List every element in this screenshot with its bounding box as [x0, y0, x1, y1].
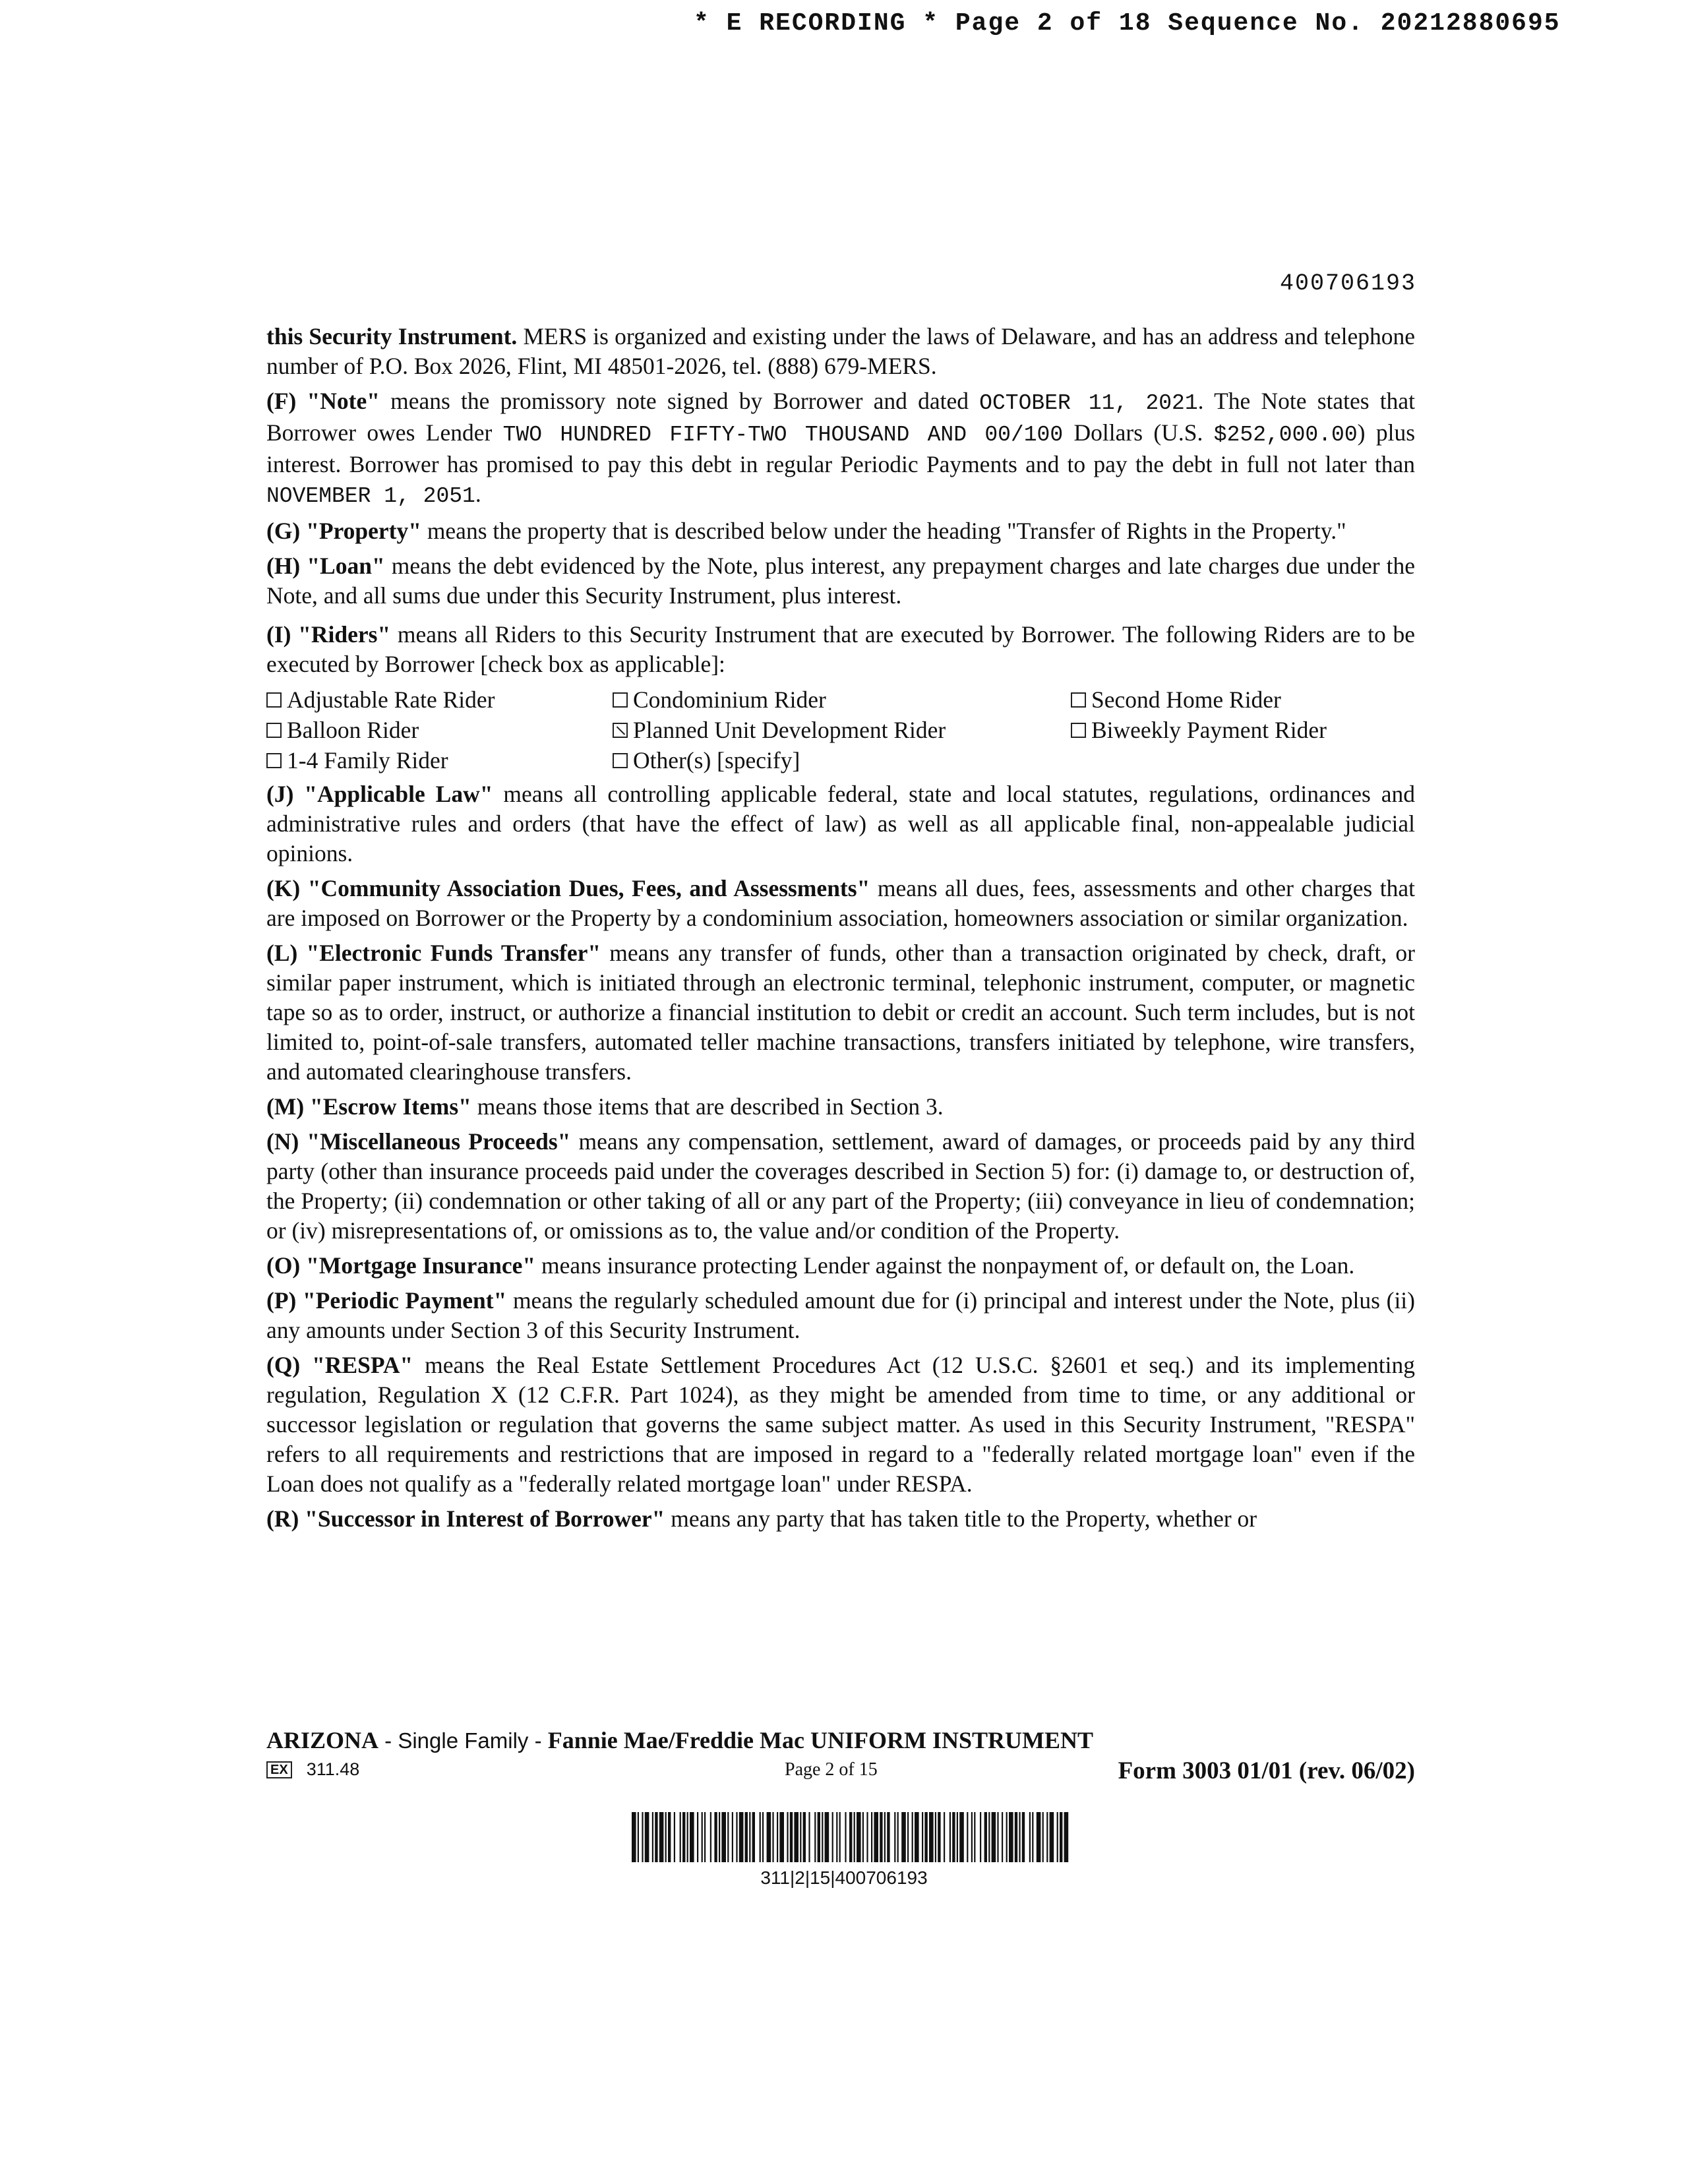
- barcode-bar: [1009, 1812, 1013, 1862]
- paragraph-text: means the regularly scheduled amount due for (i) principal and interest under the Note, plus (ii) any amounts under Section 3 of this Security Instrument.: [266, 1287, 1415, 1343]
- paragraph-text: MERS is organized and existing under the laws of Delaware, and has an address and telephone number of P.O. Box 2026, Flint, MI 48501-2026, tel. (888) 679-MERS.: [266, 323, 1415, 379]
- barcode-bar: [874, 1812, 878, 1862]
- barcode-bar: [721, 1812, 726, 1862]
- barcode-bar: [971, 1812, 973, 1862]
- form-number: Form 3003 01/01 (rev. 06/02): [1118, 1757, 1415, 1784]
- page-footer: [266, 1726, 1415, 1786]
- paragraph-text: means any transfer of funds, other than a transaction originated by check, draft, or similar paper instrument, which is initiated through an electronic terminal, telephonic instrument, computer, or magnetic tape so as to order, instruct, or authorize a financial institution to debit or credit an account. Such term includes, but is not limited to, point-of-sale transfers, automated teller machine transactions, transfers initiated by telephone, wire transfers, and automated clearinghouse transfers.: [266, 940, 1415, 1085]
- barcode-bar: [825, 1812, 829, 1862]
- loan-number: 400706193: [1279, 270, 1416, 297]
- barcode-bar: [714, 1812, 717, 1862]
- barcode-bar: [1042, 1812, 1044, 1862]
- barcode-bar: [732, 1812, 733, 1862]
- barcode-bar: [959, 1812, 964, 1862]
- checkbox[interactable]: [1071, 692, 1086, 708]
- term-note: (F) "Note": [266, 388, 380, 414]
- barcode-bar: [984, 1812, 987, 1862]
- barcode-bar: [787, 1812, 788, 1862]
- checkbox[interactable]: [266, 723, 282, 738]
- term-riders: (I) "Riders": [266, 621, 391, 648]
- definition-note: [266, 386, 1415, 511]
- paragraph-text: means the promissory note signed by Borrower and dated: [379, 388, 980, 414]
- barcode-bar: [779, 1812, 784, 1862]
- maturity-date: NOVEMBER 1, 2051: [266, 484, 475, 508]
- barcode-bar: [1019, 1812, 1020, 1862]
- barcode-bar: [894, 1812, 895, 1862]
- rider-other[interactable]: [613, 745, 1071, 775]
- barcode-bar: [836, 1812, 837, 1862]
- barcode-bar: [871, 1812, 872, 1862]
- barcode-bar: [1002, 1812, 1003, 1862]
- definition-miscellaneous-proceeds: [266, 1127, 1415, 1246]
- barcode-bar: [736, 1812, 737, 1862]
- barcode-bar: [687, 1812, 688, 1862]
- barcode-bar: [887, 1812, 889, 1862]
- barcode-bar: [915, 1812, 919, 1862]
- barcode-bar: [1064, 1812, 1069, 1862]
- barcode-bar: [866, 1812, 868, 1862]
- barcode-bar: [682, 1812, 685, 1862]
- document-body: [266, 322, 1415, 1539]
- barcode-bar: [907, 1812, 909, 1862]
- term-mortgage-insurance: (O) "Mortgage Insurance": [266, 1252, 536, 1279]
- barcode-bar: [1032, 1812, 1033, 1862]
- barcode-bar: [857, 1812, 861, 1862]
- barcode-bar: [957, 1812, 958, 1862]
- riders-checklist: [266, 684, 1415, 775]
- barcode-bar: [752, 1812, 755, 1862]
- term-security-instrument: this Security Instrument.: [266, 323, 518, 349]
- paragraph-text: means all dues, fees, assessments and other charges that are imposed on Borrower or the Property by a condominium association, homeowners association or similar organization.: [266, 875, 1416, 931]
- barcode-bar: [652, 1812, 653, 1862]
- rider-label: Condominium Rider: [633, 686, 826, 713]
- footer-row: [266, 1757, 1415, 1786]
- footer-state: ARIZONA: [266, 1727, 379, 1753]
- barcode-bar: [794, 1812, 799, 1862]
- barcode-bar: [760, 1812, 761, 1862]
- barcode-bar: [790, 1812, 793, 1862]
- barcode-bar: [668, 1812, 671, 1862]
- barcode-bar: [884, 1812, 886, 1862]
- paragraph-text: Dollars (U.S.: [1063, 419, 1214, 446]
- rider-second-home[interactable]: [1071, 684, 1415, 715]
- note-date: OCTOBER 11, 2021: [979, 391, 1198, 415]
- definition-respa: [266, 1350, 1415, 1499]
- barcode-bar: [1037, 1812, 1041, 1862]
- paragraph-text: means all Riders to this Security Instrument that are executed by Borrower. The following Riders are to be executed by Borrower [check box as applicable]:: [266, 621, 1415, 677]
- barcode-bar: [845, 1812, 846, 1862]
- definition-escrow-items: [266, 1092, 1415, 1122]
- barcode-bar: [719, 1812, 720, 1862]
- barcode-bar: [704, 1812, 706, 1862]
- term-successor-in-interest: (R) "Successor in Interest of Borrower": [266, 1505, 665, 1532]
- footer-subtitle: - Single Family -: [378, 1728, 548, 1753]
- barcode-bar: [745, 1812, 748, 1862]
- ex-logo-icon: EX: [266, 1761, 292, 1778]
- definition-electronic-funds-transfer: [266, 938, 1415, 1087]
- term-property: (G) "Property": [266, 518, 421, 544]
- rider-label: Balloon Rider: [287, 717, 419, 743]
- barcode-bar: [974, 1812, 975, 1862]
- barcode-bar: [1060, 1812, 1062, 1862]
- barcode-bar: [632, 1812, 636, 1862]
- barcode-bar: [997, 1812, 998, 1862]
- barcode-bar: [1046, 1812, 1048, 1862]
- barcode-bar: [655, 1812, 657, 1862]
- definition-successor-in-interest: [266, 1504, 1415, 1534]
- barcode-bar: [690, 1812, 694, 1862]
- barcode-bar: [767, 1812, 771, 1862]
- barcode-bar: [659, 1812, 664, 1862]
- barcode-bar: [862, 1812, 864, 1862]
- rider-label: 1-4 Family Rider: [287, 747, 448, 774]
- barcode-bar: [822, 1812, 823, 1862]
- rider-condominium[interactable]: [613, 684, 1071, 715]
- barcode-bar: [674, 1812, 675, 1862]
- checkbox[interactable]: [613, 692, 628, 708]
- barcode-bar: [839, 1812, 841, 1862]
- barcode-bar: [803, 1812, 806, 1862]
- rider-biweekly-payment[interactable]: [1071, 715, 1415, 745]
- barcode-bar: [992, 1812, 996, 1862]
- barcode-bar: [645, 1812, 649, 1862]
- recording-header: * E RECORDING * Page 2 of 18 Sequence No. 20212880695: [694, 9, 1561, 38]
- checkbox[interactable]: [266, 753, 282, 768]
- barcode-bar: [1006, 1812, 1008, 1862]
- barcode-bar: [944, 1812, 945, 1862]
- barcode-bar: [1029, 1812, 1031, 1862]
- barcode-bar: [749, 1812, 750, 1862]
- barcode-bar: [912, 1812, 913, 1862]
- term-periodic-payment: (P) "Periodic Payment": [266, 1287, 507, 1314]
- barcode-bar: [762, 1812, 764, 1862]
- ex-code: [266, 1759, 359, 1780]
- checkbox[interactable]: [266, 692, 282, 708]
- footer-title: [266, 1726, 1415, 1754]
- barcode-bar: [929, 1812, 934, 1862]
- barcode-bar: [800, 1812, 801, 1862]
- term-escrow-items: (M) "Escrow Items": [266, 1093, 471, 1120]
- barcode-bar: [952, 1812, 955, 1862]
- definition-property: [266, 516, 1415, 546]
- rider-label: Other(s) [specify]: [633, 747, 800, 774]
- barcode-bar: [777, 1812, 778, 1862]
- rider-adjustable-rate[interactable]: [266, 684, 613, 715]
- paragraph-text: means the Real Estate Settlement Procedures Act (12 U.S.C. §2601 et seq.) and its implementing regulation, Regulation X (12 C.F.R. Part 1024), as they might be amended from time to time, or any additional or successor legislation or regulation that governs the same subject matter. As used in this Security Instrument, "RESPA" refers to all requirements and restrictions that are imposed in regard to a "federally related mortgage loan" even if the Loan does not qualify as a "federally related mortgage loan" under RESPA.: [266, 1352, 1415, 1497]
- paragraph-text: means insurance protecting Lender against the nonpayment of, or default on, the Loan.: [535, 1252, 1355, 1279]
- barcode-bar: [1015, 1812, 1017, 1862]
- definition-loan: [266, 551, 1415, 611]
- barcode-bar: [938, 1812, 940, 1862]
- rider-1-4-family[interactable]: [266, 745, 613, 775]
- barcode-bar: [739, 1812, 744, 1862]
- barcode-bar: [1022, 1812, 1025, 1862]
- barcode-bar: [1057, 1812, 1058, 1862]
- checkbox[interactable]: [1071, 723, 1086, 738]
- barcode-text: 311|2|15|400706193: [760, 1867, 928, 1888]
- paragraph-text: . The Note states that Borrower owes Lender: [266, 388, 1415, 446]
- barcode-bar: [814, 1812, 816, 1862]
- barcode-bar: [935, 1812, 936, 1862]
- barcode-bar: [924, 1812, 927, 1862]
- barcode-bar: [697, 1812, 698, 1862]
- rider-label: Second Home Rider: [1091, 686, 1281, 713]
- definition-applicable-law: [266, 779, 1415, 868]
- loan-amount: $252,000.00: [1213, 423, 1358, 447]
- barcode-bar: [880, 1812, 882, 1862]
- paragraph-text: .: [475, 481, 481, 507]
- paragraph-text: means any compensation, settlement, award of damages, or proceeds paid by any third party (other than insurance proceeds paid under the coverages described in Section 5) for: (i) damage to, or destruction of, the Property; (ii) condemnation or other taking of all or any part of the Property; (iii) conveyance in lieu of condemnation; or (iv) misrepresentations of, or omissions as to, the value and/or condition of the Property.: [266, 1128, 1416, 1244]
- footer-page-number: Page 2 of 15: [785, 1759, 878, 1780]
- term-electronic-funds-transfer: (L) "Electronic Funds Transfer": [266, 940, 601, 966]
- term-applicable-law: (J) "Applicable Law": [266, 781, 493, 807]
- definition-periodic-payment: [266, 1286, 1415, 1345]
- checkbox-checked[interactable]: [613, 723, 628, 738]
- barcode-bar: [638, 1812, 639, 1862]
- term-loan: (H) "Loan": [266, 553, 385, 579]
- rider-label: Planned Unit Development Rider: [633, 717, 946, 743]
- barcode-bar: [808, 1812, 810, 1862]
- barcode-bar: [832, 1812, 833, 1862]
- barcode-bar: [772, 1812, 773, 1862]
- barcode-bar: [642, 1812, 643, 1862]
- barcode-bar: [980, 1812, 981, 1862]
- barcode-bar: [922, 1812, 923, 1862]
- barcode-bar: [967, 1812, 968, 1862]
- paragraph-mers: [266, 322, 1415, 381]
- checkbox[interactable]: [613, 753, 628, 768]
- paragraph-text: means any party that has taken title to the Property, whether or: [665, 1505, 1257, 1532]
- loan-amount-words: TWO HUNDRED FIFTY-TWO THOUSAND AND 00/100: [502, 423, 1064, 447]
- term-community-association: (K) "Community Association Dues, Fees, and Assessments": [266, 875, 870, 901]
- barcode-bar: [854, 1812, 855, 1862]
- rider-planned-unit-development[interactable]: [613, 715, 1071, 745]
- barcode-bar: [988, 1812, 990, 1862]
- barcode-bar: [702, 1812, 703, 1862]
- barcode-bar: [665, 1812, 667, 1862]
- rider-balloon[interactable]: [266, 715, 613, 745]
- ex-code-number: 311.48: [306, 1759, 360, 1779]
- barcode-bar: [710, 1812, 711, 1862]
- rider-label: Adjustable Rate Rider: [287, 686, 495, 713]
- term-respa: (Q) "RESPA": [266, 1352, 413, 1378]
- barcode-bar: [818, 1812, 820, 1862]
- paragraph-text: means the property that is described below under the heading "Transfer of Rights in the Property.": [421, 518, 1346, 544]
- barcode-bar: [727, 1812, 729, 1862]
- paragraph-text: means all controlling applicable federal, state and local statutes, regulations, ordinances and administrative rules and orders (that have the effect of law) as well as all applicable final, non-appealable judicial opinions.: [266, 781, 1415, 866]
- barcode-bar: [950, 1812, 951, 1862]
- definition-riders: [266, 620, 1415, 679]
- barcode-bar: [901, 1812, 906, 1862]
- barcode-bar: [849, 1812, 852, 1862]
- barcode-bar: [680, 1812, 681, 1862]
- rider-label: Biweekly Payment Rider: [1091, 717, 1327, 743]
- barcode-icon: [632, 1812, 1070, 1862]
- footer-instrument: Fannie Mae/Freddie Mac UNIFORM INSTRUMENT: [547, 1727, 1093, 1753]
- term-miscellaneous-proceeds: (N) "Miscellaneous Proceeds": [266, 1128, 571, 1155]
- definition-mortgage-insurance: [266, 1251, 1415, 1281]
- paragraph-text: ) plus interest. Borrower has promised to pay this debt in regular Periodic Payments and to pay the debt in full not later than: [266, 419, 1416, 477]
- paragraph-text: means the debt evidenced by the Note, plus interest, any prepayment charges and late charges due under the Note, and all sums due under this Security Instrument, plus interest.: [266, 553, 1415, 609]
- definition-community-association: [266, 874, 1415, 933]
- barcode-bar: [897, 1812, 899, 1862]
- paragraph-text: means those items that are described in Section 3.: [471, 1093, 944, 1120]
- barcode-bar: [1050, 1812, 1054, 1862]
